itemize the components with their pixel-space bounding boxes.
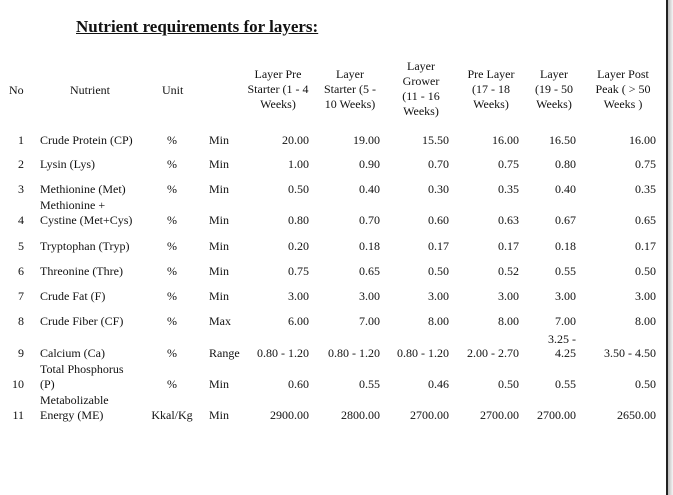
value-cell: 16.00: [492, 133, 519, 147]
value-cell: 3.00: [428, 289, 449, 303]
value-cell: 0.50: [428, 264, 449, 278]
value-cell: 8.00: [428, 314, 449, 328]
requirement-type: Min: [209, 264, 230, 278]
value-cell: 0.50: [498, 377, 519, 391]
requirement-type: Min: [209, 133, 230, 147]
nutrient-name: Crude Fat (F): [40, 289, 106, 303]
value-cell: 0.65: [359, 264, 380, 278]
value-cell: 4.25: [555, 346, 576, 360]
value-cell: 2.00 - 2.70: [467, 346, 519, 360]
value-cell: 7.00: [555, 314, 576, 328]
value-cell: 3.00: [635, 289, 656, 303]
header-col3-line: Weeks): [403, 104, 439, 118]
value-cell: 0.55: [555, 264, 576, 278]
value-cell: 7.00: [359, 314, 380, 328]
header-unit: Unit: [162, 83, 184, 97]
header-col2-line: 10 Weeks): [324, 97, 376, 111]
header-col5-line: Weeks): [536, 97, 572, 111]
requirement-type: Max: [209, 314, 231, 328]
value-cell: 0.30: [428, 182, 449, 196]
header-col6-line: Peak ( > 50: [595, 82, 651, 96]
unit-value: Kkal/Kg: [151, 408, 193, 422]
value-cell: 0.55: [555, 377, 576, 391]
value-cell: 0.80 - 1.20: [257, 346, 309, 360]
value-cell: 0.40: [359, 182, 380, 196]
header-col3-line: Grower: [402, 74, 440, 88]
value-cell: 0.80: [288, 213, 309, 227]
nutrient-name: Lysin (Lys): [40, 157, 96, 171]
value-cell: 0.70: [428, 157, 449, 171]
value-cell: 2650.00: [617, 408, 656, 422]
header-col1-line: Starter (1 - 4: [247, 82, 309, 96]
value-cell: 0.40: [555, 182, 576, 196]
header-col5-line: (19 - 50: [535, 82, 573, 96]
value-cell: 0.50: [635, 264, 656, 278]
header-col2-line: Starter (5 -: [324, 82, 376, 96]
value-cell: 16.50: [549, 133, 576, 147]
value-cell: 3.00: [359, 289, 380, 303]
value-cell: 0.35: [498, 182, 519, 196]
value-cell: 0.17: [498, 239, 519, 253]
nutrient-name: Tryptophan (Tryp): [40, 239, 130, 253]
header-col5-line: Layer: [540, 67, 568, 81]
row-number: 9: [18, 346, 24, 360]
value-cell: 2700.00: [480, 408, 519, 422]
value-cell: 16.00: [629, 133, 656, 147]
value-cell: 0.90: [359, 157, 380, 171]
document-title: Nutrient requirements for layers:: [76, 17, 319, 36]
row-number: 1: [18, 133, 24, 147]
value-cell: 0.67: [555, 213, 576, 227]
row-number: 3: [18, 182, 24, 196]
nutrient-name: Crude Fiber (CF): [40, 314, 124, 328]
value-cell: 0.18: [555, 239, 576, 253]
row-number: 8: [18, 314, 24, 328]
nutrient-name: Methionine (Met): [40, 182, 126, 196]
value-cell: 0.35: [635, 182, 656, 196]
value-cell: 0.60: [428, 213, 449, 227]
header-col6-line: Layer Post: [597, 67, 649, 81]
value-cell: 0.80 - 1.20: [397, 346, 449, 360]
value-cell: 3.25 -: [548, 332, 576, 346]
value-cell: 0.70: [359, 213, 380, 227]
header-col1-line: Weeks): [260, 97, 296, 111]
row-number: 11: [12, 408, 24, 422]
requirement-type: Min: [209, 377, 230, 391]
value-cell: 0.63: [498, 213, 519, 227]
row-number: 6: [18, 264, 24, 278]
nutrient-name-top: Methionine +: [40, 198, 106, 212]
unit-value: %: [167, 289, 177, 303]
value-cell: 20.00: [282, 133, 309, 147]
unit-value: %: [167, 239, 177, 253]
value-cell: 19.00: [353, 133, 380, 147]
requirement-type: Min: [209, 408, 230, 422]
value-cell: 3.00: [555, 289, 576, 303]
value-cell: 0.55: [359, 377, 380, 391]
value-cell: 2800.00: [341, 408, 380, 422]
unit-value: %: [167, 133, 177, 147]
value-cell: 0.60: [288, 377, 309, 391]
unit-value: %: [167, 157, 177, 171]
value-cell: 0.50: [288, 182, 309, 196]
nutrient-name: Calcium (Ca): [40, 346, 105, 360]
value-cell: 3.00: [498, 289, 519, 303]
header-col4-line: Weeks): [473, 97, 509, 111]
value-cell: 0.46: [428, 377, 449, 391]
value-cell: 0.50: [635, 377, 656, 391]
value-cell: 2700.00: [537, 408, 576, 422]
header-col4-line: Pre Layer: [467, 67, 515, 81]
value-cell: 0.75: [498, 157, 519, 171]
value-cell: 15.50: [422, 133, 449, 147]
value-cell: 0.80 - 1.20: [328, 346, 380, 360]
header-no: No: [9, 83, 24, 97]
requirement-type: Range: [209, 346, 240, 360]
header-col6-line: Weeks ): [603, 97, 643, 111]
unit-value: %: [167, 264, 177, 278]
value-cell: 0.52: [498, 264, 519, 278]
value-cell: 3.00: [288, 289, 309, 303]
value-cell: 0.17: [635, 239, 656, 253]
value-cell: 1.00: [288, 157, 309, 171]
nutrient-name-top: Metabolizable: [40, 393, 109, 407]
requirement-type: Min: [209, 289, 230, 303]
value-cell: 2900.00: [270, 408, 309, 422]
row-number: 2: [18, 157, 24, 171]
unit-value: %: [167, 314, 177, 328]
requirement-type: Min: [209, 182, 230, 196]
value-cell: 8.00: [498, 314, 519, 328]
value-cell: 0.17: [428, 239, 449, 253]
value-cell: 2700.00: [410, 408, 449, 422]
header-col4-line: (17 - 18: [472, 82, 510, 96]
nutrient-name: Energy (ME): [40, 408, 104, 422]
row-number: 5: [18, 239, 24, 253]
requirement-type: Min: [209, 213, 230, 227]
unit-value: %: [167, 377, 177, 391]
requirement-type: Min: [209, 239, 230, 253]
nutrient-name: Crude Protein (CP): [40, 133, 133, 147]
value-cell: 0.20: [288, 239, 309, 253]
unit-value: %: [167, 346, 177, 360]
nutrient-name: (P): [40, 377, 55, 391]
header-col3-line: (11 - 16: [402, 89, 440, 103]
requirement-type: Min: [209, 157, 230, 171]
value-cell: 0.18: [359, 239, 380, 253]
unit-value: %: [167, 213, 177, 227]
nutrient-name: Threonine (Thre): [40, 264, 123, 278]
value-cell: 0.75: [288, 264, 309, 278]
unit-value: %: [167, 182, 177, 196]
value-cell: 0.75: [635, 157, 656, 171]
header-col3-line: Layer: [407, 59, 435, 73]
nutrient-name-top: Total Phosphorus: [40, 362, 124, 376]
row-number: 10: [12, 377, 24, 391]
value-cell: 3.50 - 4.50: [604, 346, 656, 360]
nutrient-name: Cystine (Met+Cys): [40, 213, 133, 227]
row-number: 4: [18, 213, 24, 227]
row-number: 7: [18, 289, 24, 303]
value-cell: 6.00: [288, 314, 309, 328]
page-border-shadow: [668, 0, 673, 495]
value-cell: 0.65: [635, 213, 656, 227]
header-col1-line: Layer Pre: [254, 67, 302, 81]
header-nutrient: Nutrient: [70, 83, 110, 97]
header-col2-line: Layer: [336, 67, 364, 81]
value-cell: 0.80: [555, 157, 576, 171]
value-cell: 8.00: [635, 314, 656, 328]
